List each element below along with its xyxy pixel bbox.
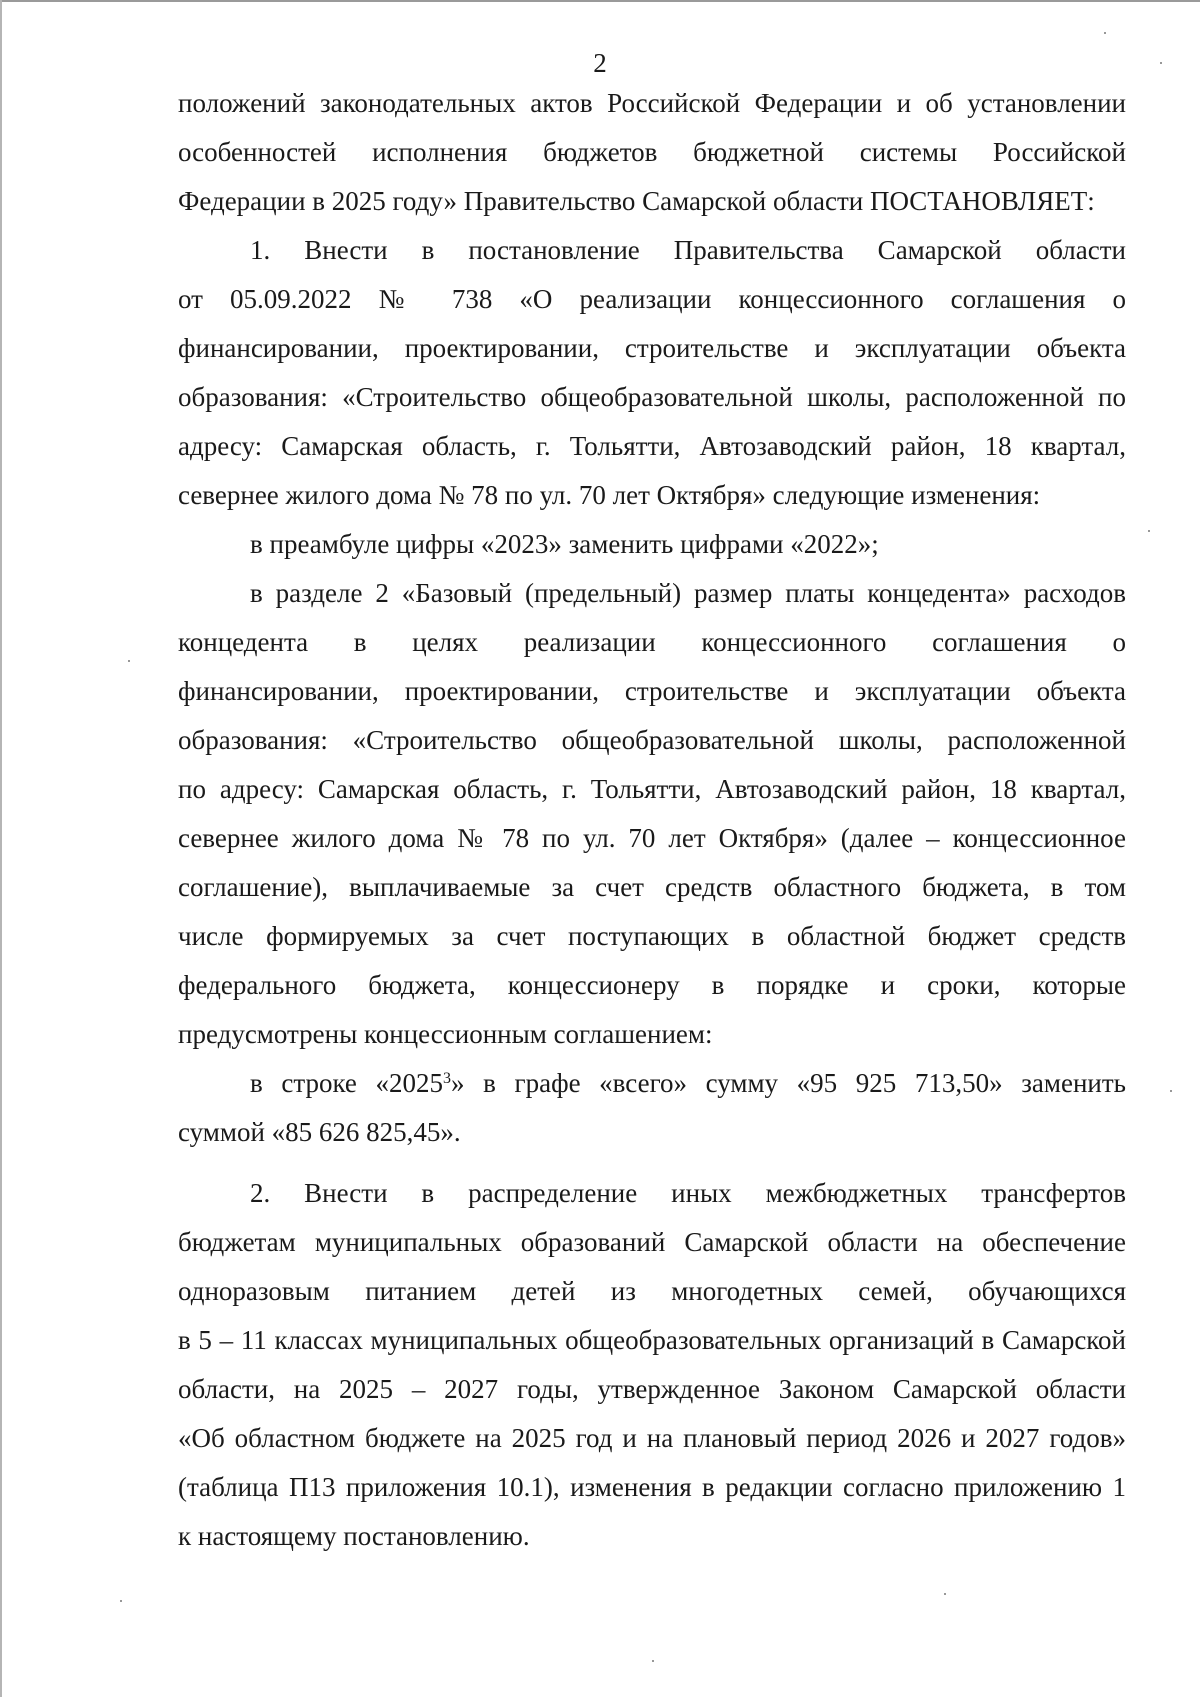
text-line: концедента в целях реализации концессионного соглашения о: [178, 627, 1126, 657]
scan-speck: [1170, 1090, 1172, 1092]
scan-speck: [1148, 530, 1150, 532]
text-line: образования: «Строительство общеобразовательной школы, расположенной по: [178, 382, 1126, 412]
text-line: особенностей исполнения бюджетов бюджетной системы Российской: [178, 137, 1126, 167]
scan-speck: [1104, 32, 1106, 34]
text-line: финансировании, проектировании, строительстве и эксплуатации объекта: [178, 676, 1126, 706]
scan-speck: [128, 660, 130, 662]
text-line: от 05.09.2022 № 738 «О реализации концессионного соглашения о: [178, 284, 1126, 314]
page-number: 2: [593, 48, 607, 78]
text-line: в разделе 2 «Базовый (предельный) размер платы концедента» расходов: [250, 578, 1126, 608]
text-line: в 5 – 11 классах муниципальных общеобразовательных организаций в Самарской: [178, 1325, 1126, 1355]
text-line: (таблица П13 приложения 10.1), изменения в редакции согласно приложению 1: [178, 1472, 1126, 1502]
text-line: образования: «Строительство общеобразовательной школы, расположенной: [178, 725, 1126, 755]
text-line: предусмотрены концессионным соглашением:: [178, 1019, 713, 1049]
text-line: суммой «85 626 825,45».: [178, 1117, 461, 1147]
text-line: соглашение), выплачиваемые за счет средств областного бюджета, в том: [178, 872, 1126, 902]
text-line: «Об областном бюджете на 2025 год и на плановый период 2026 и 2027 годов»: [178, 1423, 1126, 1453]
text-line: севернее жилого дома № 78 по ул. 70 лет Октября» (далее – концессионное: [178, 823, 1126, 853]
text-line: [250, 1064, 1126, 1102]
superscript: 3: [443, 1070, 452, 1087]
scan-edge-top: [0, 0, 1200, 2]
text-line: положений законодательных актов Российской Федерации и об установлении: [178, 88, 1126, 118]
text-line: Федерации в 2025 году» Правительство Самарской области ПОСТАНОВЛЯЕТ:: [178, 186, 1095, 216]
text-line: одноразовым питанием детей из многодетных семей, обучающихся: [178, 1276, 1126, 1306]
text-line: финансировании, проектировании, строительстве и эксплуатации объекта: [178, 333, 1126, 363]
text-fragment: » в графе «всего» сумму «95 925 713,50» заменить: [451, 1068, 1126, 1098]
text-line: в преамбуле цифры «2023» заменить цифрами «2022»;: [250, 529, 879, 559]
text-line: 1. Внести в постановление Правительства Самарской области: [250, 235, 1126, 265]
text-line: к настоящему постановлению.: [178, 1521, 530, 1551]
text-line: по адресу: Самарская область, г. Тольятти, Автозаводский район, 18 квартал,: [178, 774, 1126, 804]
scan-edge-left: [0, 0, 2, 1697]
scan-speck: [120, 1600, 122, 1602]
text-line: числе формируемых за счет поступающих в областной бюджет средств: [178, 921, 1126, 951]
text-line: адресу: Самарская область, г. Тольятти, Автозаводский район, 18 квартал,: [178, 431, 1126, 461]
text-line: бюджетам муниципальных образований Самарской области на обеспечение: [178, 1227, 1126, 1257]
text-line: 2. Внести в распределение иных межбюджетных трансфертов: [250, 1178, 1126, 1208]
text-line: области, на 2025 – 2027 годы, утвержденное Законом Самарской области: [178, 1374, 1126, 1404]
scan-speck: [944, 1593, 946, 1595]
scan-speck: [1160, 62, 1162, 64]
text-fragment: в строке «2025: [250, 1068, 444, 1098]
scan-speck: [652, 1660, 654, 1662]
text-line: федерального бюджета, концессионеру в порядке и сроки, которые: [178, 970, 1126, 1000]
text-line: севернее жилого дома № 78 по ул. 70 лет Октября» следующие изменения:: [178, 480, 1041, 510]
